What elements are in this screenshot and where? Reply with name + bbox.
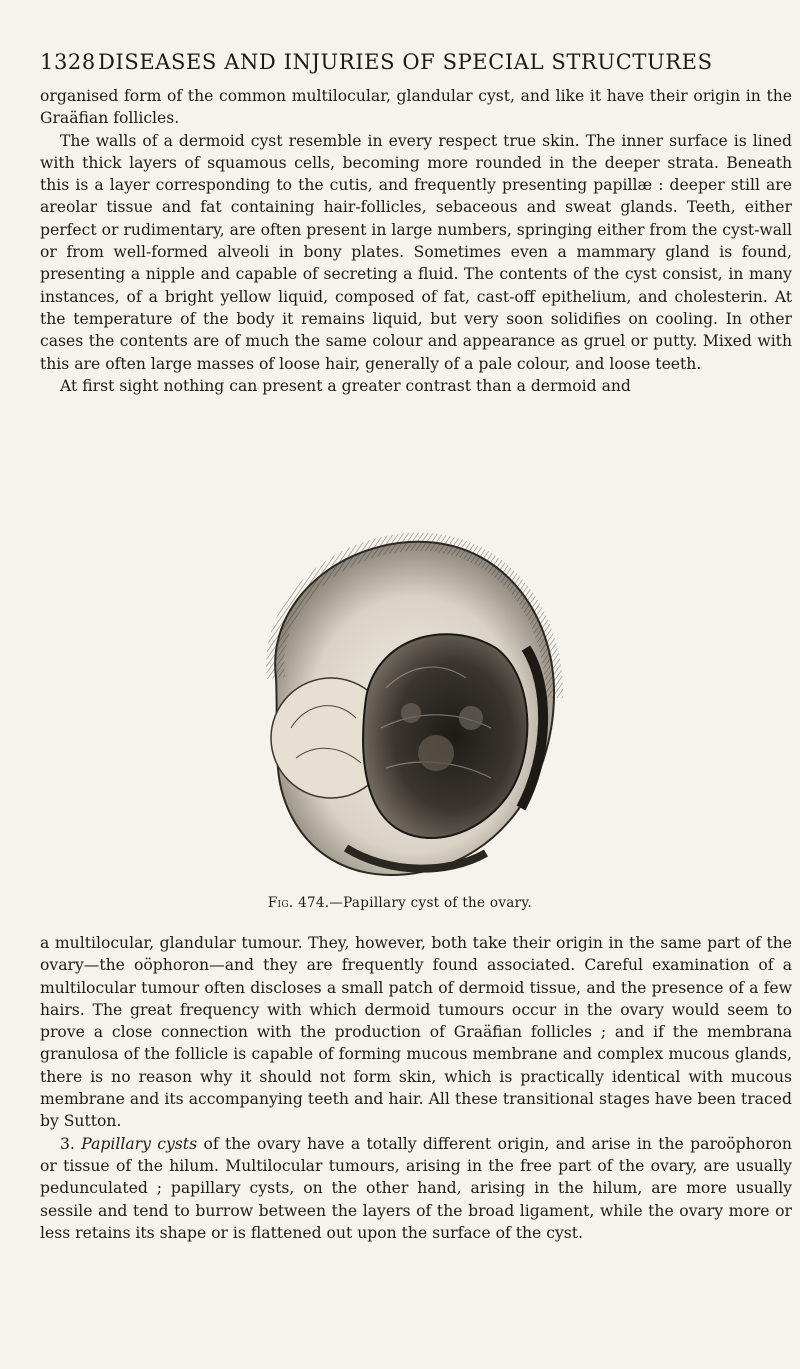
figure-papillary-cyst-illustration bbox=[236, 528, 566, 888]
body-text-bottom bbox=[40, 932, 792, 1244]
section-heading: Papillary cysts bbox=[81, 1134, 198, 1153]
body-text-top bbox=[40, 85, 792, 397]
paragraph-multilocular: a multilocular, glandular tumour. They, however, both take their origin in the same part of the ovary—the oöphoron—and they are frequently found associated. Careful examination of a multilocular tumour often discloses a small patch of dermoid tissue, and the presence of a few hairs. The great frequency with which dermoid tumours occur in the ovary would seem to prove a close connection with the production of Graäfian follicles ; and if the membrana granulosa of the follicle is capable of forming mucous membrane and complex mucous glands, there is no reason why it should not form skin, which is practically identical with mucous membrane and its accompanying teeth and hair. All these transitional stages have been traced by Sutton. bbox=[40, 934, 792, 1131]
section-body: of the ovary have a totally different origin, and arise in the paroöphoron or tissue of the hilum. Multilocular tumours, arising in the free part of the ovary, are usually pedunculated ; papillary cysts, on the other hand, arising in the hilum, are more usually sessile and tend to burrow between the layers of the broad ligament, while the ovary more or less retains its shape or is flattened out upon the surface of the cyst. bbox=[40, 1134, 792, 1242]
figure-label: Fig. 474. bbox=[267, 895, 330, 911]
paragraph-section-3 bbox=[40, 1133, 792, 1244]
section-number: 3. bbox=[60, 1134, 75, 1153]
figure-caption bbox=[0, 895, 800, 911]
figure-caption-text: —Papillary cyst of the ovary. bbox=[329, 895, 533, 911]
page-number: 1328 bbox=[40, 50, 96, 74]
running-title: DISEASES AND INJURIES OF SPECIAL STRUCTURES bbox=[98, 50, 713, 74]
paragraph-contrast: At first sight nothing can present a greater contrast than a dermoid and bbox=[60, 376, 631, 395]
paragraph-dermoid-walls: The walls of a dermoid cyst resemble in every respect true skin. The inner surface is lined with thick layers of squamous cells, becoming more rounded in the deeper strata. Beneath this is a layer corresponding to the cutis, and frequently presenting papillæ : deeper still are areolar tissue and fat containing hair-follicles, sebaceous and sweat glands. Teeth, either perfect or rudimentary, are often present in large numbers, springing either from the cyst-wall or from well-formed alveoli in bony plates. Sometimes even a mammary gland is found, presenting a nipple and capable of secreting a fluid. The contents of the cyst consist, in many instances, of a bright yellow liquid, composed of fat, cast-off epithelium, and cholesterin. At the temperature of the body it remains liquid, but very soon solidifies on cooling. In other cases the contents are of much the same colour and appearance as gruel or putty. Mixed with this are often large masses of loose hair, generally of a pale colour, and loose teeth. bbox=[40, 131, 792, 373]
cyst-engraving bbox=[236, 528, 566, 888]
paragraph-continued: organised form of the common multilocular, glandular cyst, and like it have their origin in the Graäfian follicles. bbox=[40, 87, 792, 128]
